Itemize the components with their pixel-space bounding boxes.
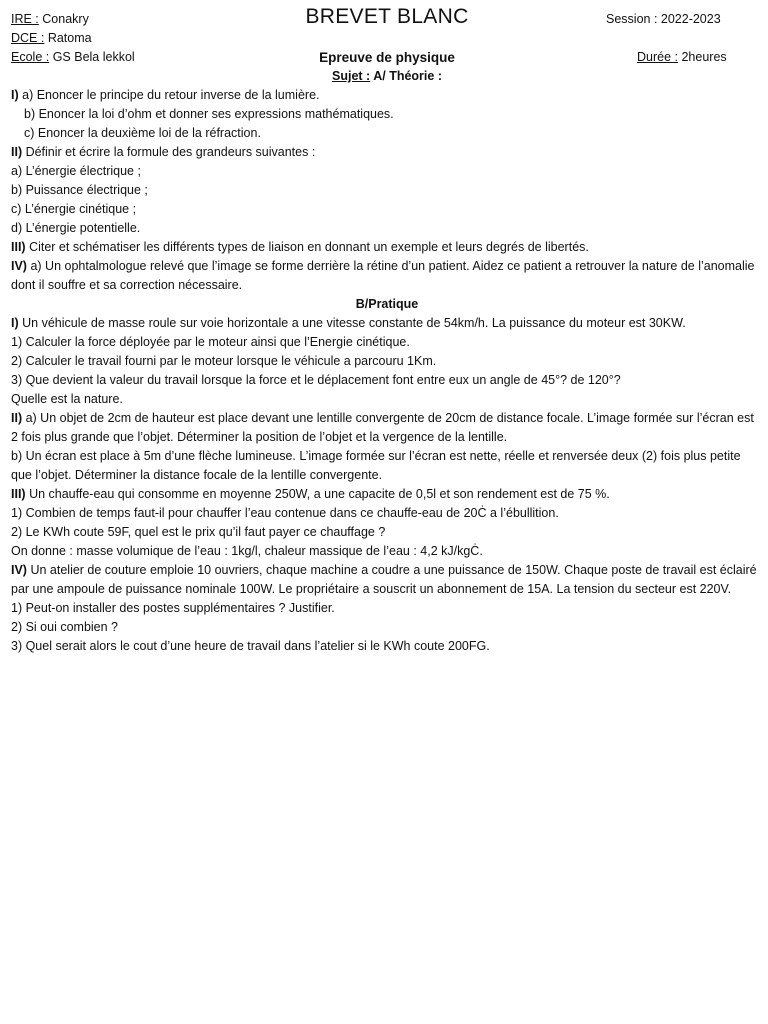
sujet-value: A/ Théorie : <box>370 69 442 83</box>
problem-2a: II) a) Un objet de 2cm de hauteur est place devant une lentille convergente de 20cm de distance focale. L’image formée sur l’écran est 2 fois plus grande que l’objet. Déterminer la position de l’objet et la vergence de la lentille. <box>11 411 754 444</box>
question-1b: b) Enoncer la loi d’ohm et donner ses expressions mathématiques. <box>24 107 394 121</box>
question-2: II) Définir et écrire la formule des grandeurs suivantes : <box>11 145 316 159</box>
duree-label: Durée : <box>637 50 678 64</box>
ecole-value: GS Bela lekkol <box>52 50 135 64</box>
problem-2b: b) Un écran est place à 5m d’une flèche lumineuse. L’image formée sur l’écran est nette, réelle et renversée deux (2) fois plus petite que l’objet. Déterminer la distance focale de la lentille convergente. <box>11 449 741 482</box>
question-number: I) <box>11 316 19 330</box>
problem-4-q2: 2) Si oui combien ? <box>11 620 119 634</box>
question-3: III) Citer et schématiser les différents types de liaison en donnant un exemple et leurs degrés de libertés. <box>11 240 589 254</box>
problem-3: III) Un chauffe-eau qui consomme en moyenne 250W, a une capacite de 0,5l et son rendement est de 75 %. <box>11 487 610 501</box>
problem-1-q4: Quelle est la nature. <box>11 392 123 406</box>
exam-page <box>11 5 763 656</box>
question-number: II) <box>11 145 23 159</box>
problem-1-q3: 3) Que devient la valeur du travail lorsque la force et le déplacement font entre eux un angle de 45°? de 120°? <box>11 373 621 387</box>
sujet-line <box>11 67 763 86</box>
question-2a: a) L’énergie électrique ; <box>11 164 141 178</box>
question-2b: b) Puissance électrique ; <box>11 183 148 197</box>
sujet-label: Sujet : <box>332 69 371 83</box>
problem-1-q2: 2) Calculer le travail fourni par le moteur lorsque le véhicule a parcouru 1Km. <box>11 354 437 368</box>
problem-1-q1: 1) Calculer la force déployée par le moteur ainsi que l’Energie cinétique. <box>11 335 410 349</box>
question-number: I) <box>11 88 19 102</box>
dce-value: Ratoma <box>47 31 92 45</box>
question-1a: I) a) Enoncer le principe du retour inverse de la lumière. <box>11 88 320 102</box>
header-row-3 <box>11 48 763 67</box>
exam-title: BREVET BLANC <box>305 5 469 28</box>
theory-section <box>11 86 763 295</box>
problem-3-data: On donne : masse volumique de l’eau : 1kg/l, chaleur massique de l’eau : 4,2 kJ/kgĊ. <box>11 544 483 558</box>
ire-label: IRE : <box>11 12 39 26</box>
problem-1: I) Un véhicule de masse roule sur voie horizontale a une vitesse constante de 54km/h. La puissance du moteur est 30KW. <box>11 316 686 330</box>
dce-label: DCE : <box>11 31 45 45</box>
header-row-2 <box>11 29 763 48</box>
problem-4-q3: 3) Quel serait alors le cout d’une heure de travail dans l’atelier si le KWh coute 200FG. <box>11 639 490 653</box>
exam-subtitle: Epreuve de physique <box>319 50 455 65</box>
practice-heading: B/Pratique <box>355 297 419 311</box>
ecole-label: Ecole : <box>11 50 50 64</box>
duree-value: 2heures <box>681 50 727 64</box>
question-1c: c) Enoncer la deuxième loi de la réfraction. <box>24 126 261 140</box>
problem-4-q1: 1) Peut-on installer des postes supplémentaires ? Justifier. <box>11 601 335 615</box>
question-number: IV) <box>11 563 27 577</box>
problem-4: IV) Un atelier de couture emploie 10 ouvriers, chaque machine a coudre a une puissance de 150W. Chaque poste de travail est éclairé par une ampoule de puissance nominale 100W. Le propriétaire a souscrit un abonnement de 15A. La tension du secteur est 220V. <box>11 563 757 596</box>
question-2d: d) L’énergie potentielle. <box>11 221 141 235</box>
practice-section <box>11 295 763 656</box>
question-2c: c) L’énergie cinétique ; <box>11 202 137 216</box>
question-4: IV) a) Un ophtalmologue relevé que l’image se forme derrière la rétine d’un patient. Aidez ce patient a retrouver la nature de l’anomalie dont il souffre et sa correction nécessaire. <box>11 259 755 292</box>
question-number: III) <box>11 487 26 501</box>
question-number: III) <box>11 240 26 254</box>
problem-3-q1: 1) Combien de temps faut-il pour chauffer l’eau contenue dans ce chauffe-eau de 20Ċ a l’ébullition. <box>11 506 559 520</box>
header-row-1 <box>11 5 763 29</box>
ire-value: Conakry <box>42 12 89 26</box>
question-number: IV) <box>11 259 27 273</box>
session-info: Session : 2022-2023 <box>606 12 721 26</box>
question-number: II) <box>11 411 23 425</box>
problem-3-q2: 2) Le KWh coute 59F, quel est le prix qu’il faut payer ce chauffage ? <box>11 525 386 539</box>
